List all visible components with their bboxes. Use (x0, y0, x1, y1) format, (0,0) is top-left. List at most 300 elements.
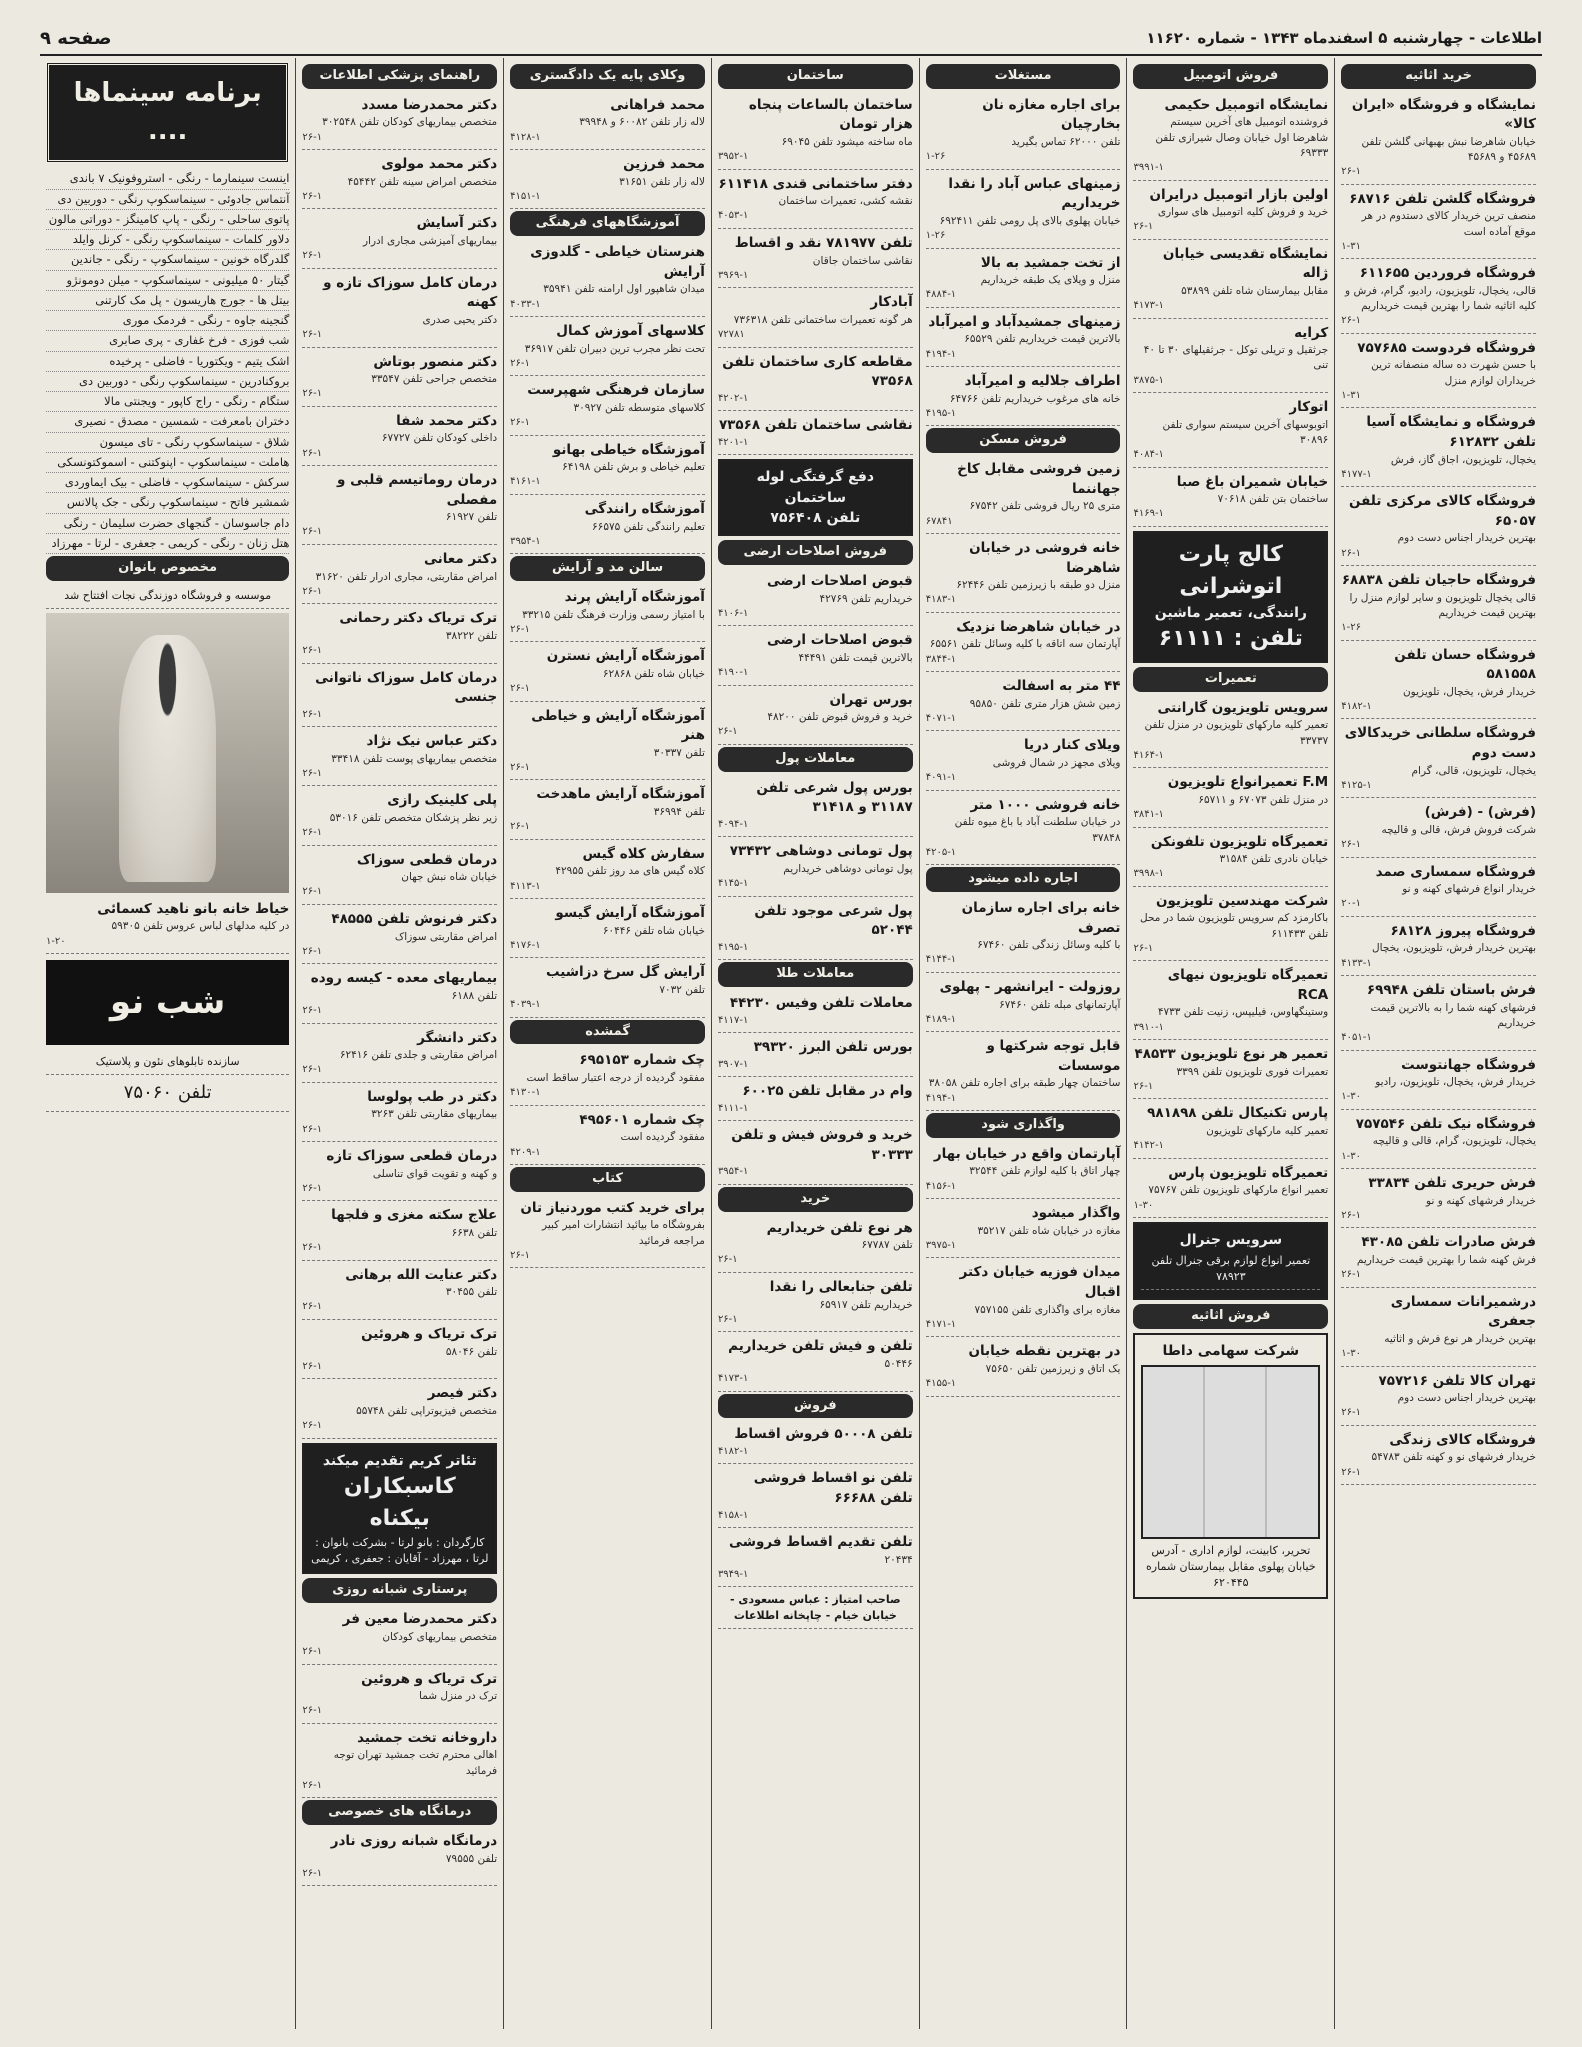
ad-body: تلفن ۵۸۰۴۶ (445, 1345, 498, 1358)
ad-ref: ۲۶-۱ (510, 1249, 530, 1261)
ad-title: فروشگاه فروردین ۶۱۱۶۵۵ (1359, 265, 1536, 282)
ad-title: آموزشگاه آرایش و خیاطی هنر (531, 707, 705, 744)
classified-ad (718, 688, 913, 745)
ad-body: خیابان شاه تلفن ۶۲۸۶۸ (602, 667, 705, 680)
ad-ref: ۲۶-۱ (302, 645, 323, 656)
ad-body: با امتیاز رسمی وزارت فرهنگ تلفن ۳۳۲۱۵ (522, 608, 705, 621)
ad-body: تلفن ۳۰۴۵۵ (445, 1286, 498, 1299)
ad-body: تعلیم خیاطی و برش تلفن ۶۴۱۹۸ (562, 461, 705, 474)
ad-ref: ۲۶-۱ (1341, 1209, 1361, 1221)
classified-ad (718, 93, 913, 170)
ad-ref: ۳۹۵۲-۱ (717, 151, 749, 163)
ad-title: آموزشگاه آرایش نسترن (546, 648, 705, 665)
ad-body: تحت نظر مجرب ترین دبیران تلفن ۳۶۹۱۷ (524, 342, 705, 355)
ad-ref: ۱-۲۶ (925, 151, 946, 163)
ad-body: مقابل بیمارستان شاه تلفن ۵۳۸۹۹ (1181, 284, 1329, 297)
ad-ref: ۳۹۵۴-۱ (717, 1166, 749, 1178)
box-title: دفع گرفتگی لوله ساختمان (756, 469, 875, 506)
ad-ref: ۲۶-۱ (1341, 1466, 1361, 1478)
classified-ad (510, 152, 705, 209)
tailoring-ad: موسسه و فروشگاه دوزندگی نجات افتتاح شد (46, 585, 289, 609)
page-number: صفحه ۹ (40, 27, 112, 49)
ad-list (1133, 696, 1328, 1218)
general-service-box (1133, 1222, 1328, 1300)
ad-ref: ۲۶-۱ (1341, 315, 1361, 327)
ad-ref: ۴۱۲۸-۱ (510, 131, 541, 143)
ad-ref: ۷۲۷۸۱ (717, 329, 745, 341)
ad-title: دفتر ساختمانی قندی ۶۱۱۴۱۸ (718, 175, 913, 192)
classified-ad (1341, 568, 1536, 641)
classified-ad (302, 907, 497, 964)
ad-body: متری ۲۵ ریال فروشی تلفن ۶۷۵۴۲ (969, 500, 1121, 513)
ad-ref: ۳۹۶۹-۱ (717, 269, 749, 281)
classified-ad (718, 1216, 913, 1273)
ad-ref: ۲۶-۱ (302, 1360, 323, 1372)
box-subtitle: رانندگی، تعمیر ماشین (1154, 604, 1307, 621)
classified-ad (926, 615, 1121, 672)
bride-figure (119, 635, 216, 881)
cinema-listing: شلاق - سینماسکوپ رنگی - تای میسون (46, 433, 289, 453)
ad-ref: ۲۶-۱ (302, 886, 323, 898)
ad-title: قابل توجه شرکتها و موسسات (986, 1038, 1121, 1074)
ad-ref: ۴۱۵۵-۱ (925, 1378, 957, 1390)
classified-ad (1341, 1290, 1536, 1367)
classified-ad (1341, 721, 1536, 798)
classified-ad (926, 674, 1121, 731)
ad-list (926, 93, 1121, 427)
ad-title: نمایشگاه و فروشگاه «ایران کالا» (1351, 96, 1536, 133)
ad-title: درمان قطعی سوزاک (356, 851, 498, 868)
classified-ad (926, 1201, 1121, 1258)
ad-title: دکتر محمد شفا (396, 412, 498, 429)
classified-ad (302, 1263, 497, 1320)
ad-body: خریدار فرشهای نو و کهنه تلفن ۵۴۷۸۳ (1371, 1451, 1536, 1464)
ad-body: جرثقیل و تریلی توکل - جرثقیلهای ۳۰ تا ۴۰ تنی (1143, 344, 1329, 372)
ad-ref: ۲۶-۱ (302, 447, 323, 459)
ad-title: فروشگاه جهانتوست (1401, 1056, 1536, 1073)
ad-ref: ۲۶-۱ (302, 250, 323, 262)
ad-ref: ۳۹۰۷-۱ (717, 1058, 749, 1070)
ad-body: بفروشگاه ما بیائید انتشارات امیر کبیر مراجعه فرمائید (542, 1219, 705, 1247)
classified-ad (302, 1607, 497, 1664)
ad-title: اطراف جلالیه و امیرآباد (964, 373, 1121, 390)
cinema-listing: هاملت - سینماسکوپ - اپنوکتنی - اسموکتونسکی (46, 453, 289, 473)
classified-ad (718, 1334, 913, 1391)
ad-title: بیماریهای معده - کیسه روده (310, 970, 498, 987)
classified-ad (1133, 1161, 1328, 1218)
ad-body: خریداریم تلفن ۴۲۷۶۹ (819, 592, 913, 605)
ad-list (46, 897, 289, 954)
ad-body: و کهنه و تقویت قوای تناسلی (372, 1167, 498, 1180)
box-subtitle: تئاتر کریم تقدیم میکند (322, 1452, 477, 1469)
ad-body: متخصص بیماریهای کودکان تلفن ۳۰۲۵۴۸ (322, 116, 498, 129)
ad-body: ماه ساخته میشود تلفن ۶۹۰۴۵ (781, 135, 913, 148)
ad-ref: ۱-۲۶ (925, 230, 946, 242)
classified-ad (302, 93, 497, 150)
classified-ad (1133, 242, 1328, 319)
column-lawyers-education (503, 58, 711, 2029)
ad-body: بهترین خریدار اجناس دست دوم (1397, 532, 1536, 545)
ad-body: در خیابان سلطنت آباد با باغ میوه تلفن ۳۷۸۴۸ (954, 816, 1121, 844)
ad-body: خیابان نادری تلفن ۳۱۵۸۴ (1219, 853, 1329, 866)
columns (40, 58, 1542, 2029)
ad-body: اتوبوسهای آخرین سیستم سواری تلفن ۳۰۸۹۶ (1162, 418, 1329, 446)
classified-ad (1133, 93, 1328, 181)
ad-body: باکارمزد کم سرویس تلویزیون شما در محل تلفن ۶۱۱۴۳۳ (1140, 912, 1329, 940)
classified-ad (510, 585, 705, 642)
ad-body: امراض مقاربتی سوزاک (394, 930, 498, 943)
ad-ref: ۴۲۰۲-۱ (717, 392, 749, 404)
ad-body: قالی، یخچال، تلویزیون، رادیو، گرام، فرش و کلیه اثاثیه شما را بهترین قیمت خریداریم (1345, 284, 1536, 313)
classified-ad (302, 1829, 497, 1886)
classified-ad (510, 319, 705, 376)
section-heading: فروش مسکن (926, 428, 1121, 453)
ad-body: ترک در منزل شما (419, 1690, 498, 1703)
ad-body: میدان شاهپور اول ارامنه تلفن ۳۵۹۴۱ (543, 283, 705, 296)
ad-title: تعمیرگاه تلویزیون تلفونکن (1150, 833, 1329, 850)
ad-list (1133, 93, 1328, 527)
section-heading: وکلای پایه یک دادگستری (510, 64, 705, 89)
classified-ad (718, 776, 913, 838)
ad-body: تلفن ۶۲۰۰۰ تماس بگیرید (1011, 135, 1121, 148)
classified-ad (718, 991, 913, 1033)
ad-title: دکتر محمدرضا معین فر (342, 1611, 498, 1628)
ad-body: نقاشی ساختمان جاقان (812, 254, 913, 267)
ad-ref: ۴۱۷۶-۱ (510, 939, 541, 951)
ad-ref: ۴۱۴۴-۱ (925, 954, 957, 966)
ad-ref: ۲۶-۱ (302, 1301, 323, 1313)
ad-ref: ۴۲۰۱-۱ (717, 436, 749, 448)
ad-title: درشمیرانات سمساری جعفری (1390, 1293, 1536, 1330)
section-heading: واگذاری شود (926, 1113, 1121, 1138)
ad-body: متخصص جراحی تلفن ۳۳۵۴۷ (371, 373, 498, 386)
ad-title: تهران کالا تلفن ۷۵۷۲۱۶ (1378, 1372, 1536, 1389)
ad-ref: ۴۱۲۵-۱ (1341, 779, 1372, 791)
ad-ref: ۲۶-۱ (302, 945, 323, 957)
ad-title: برای خرید کتب موردنیاز تان (520, 1199, 705, 1216)
ad-title: نمایشگاه تقدیسی خیابان ژاله (1162, 245, 1329, 282)
ad-body: بیماریهای آمیزشی مجاری ادرار (362, 234, 498, 247)
classified-ad (510, 378, 705, 435)
classified-ad (718, 1035, 913, 1077)
section-heading: تعمیرات (1133, 667, 1328, 692)
ad-body: تعلیم رانندگی تلفن ۶۶۵۷۵ (592, 520, 705, 533)
ad-title: ویلای کنار دریا (1023, 737, 1121, 754)
ad-ref: ۲۰-۱ (1341, 898, 1361, 910)
ad-body: داخلی کودکان تلفن ۶۷۷۲۷ (381, 432, 498, 445)
box-body: تحریر، کابینت، لوازم اداری - آدرس خیابان پهلوی مقابل بیمارستان شماره ۶۲۰۴۴۵ (1146, 1544, 1316, 1590)
classified-ad (718, 1079, 913, 1121)
cinema-listing: گلدرگاه خونین - سینماسکوپ - رنگی - جاندین (46, 250, 289, 270)
classified-ad (718, 569, 913, 626)
classified-ad (510, 1196, 705, 1269)
ad-ref: ۲۶-۱ (302, 1064, 323, 1076)
ad-title: خرید و فروش فیش و تلفن ۳۰۳۳۳ (731, 1127, 913, 1163)
ad-body: منزل دو طبقه با زیرزمین تلفن ۶۲۴۴۶ (956, 579, 1121, 592)
ad-ref: ۲۶-۱ (717, 1254, 738, 1266)
ad-title: دکتر محمدرضا مسدد (361, 96, 498, 113)
classified-ad (510, 842, 705, 899)
ad-ref: ۲۶-۱ (510, 357, 530, 369)
ad-body: بیماریهای مقاربتی تلفن ۳۲۶۳ (371, 1108, 498, 1121)
cinema-listing: بروکنادرین - سینماسکوپ رنگی - دوربین دی (46, 372, 289, 392)
cinema-listing: بیتل ها - جورج هاریسون - پل مک کارتنی (46, 291, 289, 311)
ad-list (510, 585, 705, 1018)
ad-title: تعمیر هر نوع تلویزیون ۴۸۵۳۳ (1134, 1046, 1329, 1063)
classified-ad (926, 1034, 1121, 1111)
column-cinemas (40, 58, 295, 2029)
ad-title: درمان کامل سوزاک تازه و کهنه (323, 274, 498, 311)
ad-list (302, 1607, 497, 1798)
ad-ref: ۴۱۹۵-۱ (925, 407, 957, 419)
ad-ref: ۳۹۷۵-۱ (925, 1239, 957, 1251)
ad-title: محمد فرزین (623, 156, 705, 173)
classified-ad (1341, 978, 1536, 1051)
ad-title: تلفن ۷۸۱۹۷۷ نقد و اقساط (734, 234, 913, 251)
ad-ref: ۲۶-۱ (302, 388, 323, 400)
ad-title: سرویس تلویزیون گارانتی (1157, 699, 1329, 716)
ad-body: یخچال، تلویزیون، اجاق گاز، فرش (1390, 453, 1536, 466)
ad-ref: ۴۱۰۶-۱ (717, 607, 749, 619)
box-title: شرکت سهامی داطا (1162, 1343, 1300, 1360)
ad-ref: ۴۰۸۴-۱ (1133, 449, 1164, 461)
classified-ad (926, 369, 1121, 426)
ad-body: کلاه گیس های مد روز تلفن ۴۲۹۵۵ (555, 865, 705, 878)
ad-body: ۵۰۴۴۶ (884, 1357, 913, 1370)
classified-ad (1133, 183, 1328, 240)
ad-ref: ۲۶-۱ (1341, 839, 1361, 851)
ad-ref: ۴۸۸۴-۱ (925, 289, 957, 301)
ad-ref: ۴۰۵۳-۱ (717, 210, 749, 222)
classified-ad (510, 704, 705, 781)
ad-ref: ۲۶-۱ (717, 1313, 738, 1325)
section-heading: معاملات پول (718, 747, 913, 772)
publisher-footer: صاحب امتیاز : عباس مسعودی - خیابان خیام - چاپخانه اطلاعات (718, 1589, 913, 1629)
ad-ref: ۴۰۵۱-۱ (1341, 1032, 1372, 1044)
classified-ad (718, 231, 913, 288)
ad-title: از تخت جمشید به بالا (980, 254, 1121, 271)
ad-ref: ۳۸۷۵-۱ (1133, 374, 1164, 386)
ad-body: امراض مقاربتی و جلدی تلفن ۶۲۴۱۶ (339, 1049, 498, 1062)
ad-body: وستینگهاوس، فیلیپس، زنیت تلفن ۴۷۳۳ (1157, 1006, 1329, 1019)
ad-body: متخصص بیماریهای پوست تلفن ۳۳۴۱۸ (331, 752, 498, 765)
bride-photo (46, 613, 289, 893)
classified-ad (302, 409, 497, 466)
ad-body: مغازه برای واگذاری تلفن ۷۵۷۱۵۵ (974, 1303, 1121, 1316)
classified-ad (718, 899, 913, 961)
ad-body: فرش کهنه شما را بهترین قیمت خریداریم (1356, 1254, 1536, 1267)
classified-ad (718, 1530, 913, 1587)
ad-title: تعمیرگاه تلویزیون نیهای RCA (1167, 967, 1329, 1003)
ad-body: لاله زار تلفن ۳۱۶۵۱ (619, 175, 705, 188)
classified-ad (926, 1260, 1121, 1337)
classified-ad (302, 547, 497, 604)
ad-body: مفقود گردیده است (620, 1131, 705, 1144)
box-body: تعمیر انواع لوازم برقی جنرال تلفن ۷۸۹۲۳ (1141, 1250, 1320, 1290)
ad-title: فروشگاه کالای زندگی (1389, 1431, 1536, 1448)
ad-ref: ۴۱۶۱-۱ (510, 476, 541, 488)
page-header (40, 22, 1542, 56)
column-furniture (1334, 58, 1542, 2029)
ad-ref: ۲۶-۱ (510, 683, 530, 695)
classified-ad (302, 666, 497, 728)
classified-ad (302, 1144, 497, 1201)
ad-body: تلفن ۶۶۳۸ (451, 1226, 498, 1239)
ad-body: آپارتمانهای مبله تلفن ۶۷۴۶۰ (999, 998, 1121, 1011)
classified-ad (718, 290, 913, 347)
ad-title: درمان روماتیسم قلبی و مفصلی (337, 472, 498, 508)
cinema-listing: آنتماس جادوئی - سینماسکوپ رنگی - دوربین دی (46, 190, 289, 210)
ad-body: چهار اتاق با کلیه لوازم تلفن ۳۲۵۴۴ (969, 1165, 1121, 1178)
ad-ref: ۲۶-۱ (1341, 547, 1361, 559)
ad-ref: ۴۱۶۹-۱ (1133, 508, 1164, 520)
issue-info: اطلاعات - چهارشنبه ۵ اسفندماه ۱۳۴۳ - شماره ۱۱۶۲۰ (1146, 29, 1542, 47)
classified-ad (302, 350, 497, 407)
ad-ref: ۲۶-۱ (302, 1867, 323, 1879)
ad-list (510, 1196, 705, 1269)
ad-title: در خیابان شاهرضا نزدیک (956, 618, 1121, 635)
ad-body: ویلای مجهز در شمال فروشی (992, 757, 1121, 770)
ad-ref: ۴۱۸۲-۱ (1341, 700, 1372, 712)
ad-title: وام در مقابل تلفن ۶۰۰۲۵ (742, 1083, 913, 1100)
classified-ad (1341, 261, 1536, 334)
ad-body: منزل و ویلای یک طبقه خریداریم (980, 274, 1121, 287)
cinema-listing: دختران بامعرفت - شمسین - مصدق - نصیری (46, 412, 289, 432)
classified-ad (302, 1085, 497, 1142)
ad-title: خانه فروشی ۱۰۰۰ متر (970, 796, 1121, 813)
ad-body: خیابان شاهرضا نبش بهبهانی گلشن تلفن ۴۵۶۸۹ و ۴۵۶۸۹ (1361, 135, 1536, 164)
ad-list (926, 896, 1121, 1111)
classified-ad (510, 1048, 705, 1105)
classified-ad (926, 896, 1121, 973)
ad-list (302, 1829, 497, 1886)
classified-ad (302, 788, 497, 845)
classified-ad (1133, 321, 1328, 394)
ad-ref: ۱-۳۰ (1341, 1091, 1361, 1103)
ad-ref: ۱-۳۰ (1341, 1348, 1361, 1360)
section-heading: فروش اصلاحات ارضی (718, 540, 913, 565)
ad-title: فروشگاه و نمایشگاه آسیا تلفن ۶۱۲۸۳۲ (1366, 414, 1536, 450)
section-heading: پرستاری شبانه روزی (302, 1578, 497, 1603)
ad-title: فرش باستان تلفن ۶۹۹۴۸ (1366, 982, 1536, 999)
ad-list (718, 776, 913, 961)
ad-body: خریدار فرش، یخچال، تلویزیون (1402, 685, 1536, 698)
ad-title: خیاط خانه بانو ناهید کسمائی (97, 900, 290, 917)
ad-ref: ۴۲۰۵-۱ (925, 846, 957, 858)
ad-ref: ۴۲۰۹-۱ (510, 1146, 541, 1158)
ad-title: سفارش کلاه گیس (582, 845, 705, 862)
ad-list (718, 569, 913, 745)
ad-title: دکتر فیصر (427, 1385, 498, 1402)
ad-body: متخصص فیزیوتراپی تلفن ۵۵۷۴۸ (356, 1404, 498, 1417)
ad-body: خریدار فرشهای کهنه و نو (1426, 1194, 1536, 1207)
cinema-listing: پاتوی ساحلی - رنگی - پاپ کامینگز - دوراتی مالون (46, 210, 289, 230)
ad-ref: ۳۹۴۹-۱ (717, 1568, 749, 1580)
ad-ref: ۴۱۶۴-۱ (1133, 749, 1164, 761)
classified-ad (718, 1466, 913, 1528)
classified-ad (510, 93, 705, 150)
ad-ref: ۲۶-۱ (302, 1123, 323, 1135)
classified-ad (1341, 93, 1536, 185)
ad-ref: ۴۱۷۳-۱ (1133, 300, 1164, 312)
ad-body: تلفن ۶۱۸۸ (451, 989, 498, 1002)
ad-body: خیابان پهلوی بالای پل رومی تلفن ۶۹۲۴۱۱ (939, 214, 1121, 227)
ad-title: فروشگاه حاجیان تلفن ۶۸۸۳۸ (1341, 572, 1536, 589)
ad-title: فروشگاه پیروز ۶۸۱۲۸ (1390, 922, 1536, 939)
ad-title: معاملات تلفن وفیس ۴۴۲۳۰ (729, 995, 913, 1012)
classified-ad (926, 793, 1121, 866)
ad-body: تعمیر کلیه مارکهای تلویزیون در منزل تلفن ۳۳۷۳۷ (1144, 719, 1329, 747)
classified-ad (1341, 860, 1536, 917)
ad-title: شرکت مهندسین تلویزیون (1155, 892, 1329, 909)
ad-title: اولین بازار اتومبیل درایران (1149, 186, 1329, 203)
ad-list (718, 93, 913, 455)
ad-ref: ۴۱۹۰-۱ (717, 667, 749, 679)
classified-ad (46, 897, 289, 954)
classified-ad (718, 350, 913, 412)
ad-body: در کلیه مدلهای لباس عروس تلفن ۵۹۳۰۵ (111, 920, 290, 933)
ad-body: خانه های مرغوب خریداریم تلفن ۶۴۷۶۶ (949, 392, 1121, 405)
ad-title: پول شرعی موجود تلفن ۵۲۰۴۴ (754, 902, 913, 939)
ad-body: تعمیر کلیه مارکهای تلویزیون (1206, 1125, 1329, 1138)
classified-ad (1341, 1053, 1536, 1110)
ad-title: تعمیرگاه تلویزیون پارس (1168, 1164, 1329, 1181)
ad-body: یخچال، تلویزیون، گرام، قالی و قالیچه (1372, 1135, 1536, 1148)
classified-ad (1133, 770, 1328, 827)
classified-ad (510, 960, 705, 1017)
classified-ad (1341, 800, 1536, 857)
ad-body: زمین شش هزار متری تلفن ۹۵۸۵۰ (969, 697, 1121, 710)
classified-ad (302, 271, 497, 348)
ad-title: آپارتمان واقع در خیابان بهار (933, 1145, 1121, 1162)
box-phone: تلفن : ۶۱۱۱۱ (1158, 626, 1303, 652)
section-heading: فروش (718, 1394, 913, 1419)
classified-ad (1341, 1428, 1536, 1485)
ad-title: زمین فروشی مقابل کاخ جهاننما (957, 461, 1121, 497)
classified-ad (1133, 963, 1328, 1040)
ad-title: درمانگاه شبانه روزی نادر (330, 1833, 498, 1850)
ad-title: بورس تهران (829, 691, 913, 708)
ad-title: دکتر منصور بوتاش (373, 353, 498, 370)
ad-title: زمینهای جمشیدآباد و امیرآباد (928, 313, 1121, 330)
ad-body: خرید و فروش قبوض تلفن ۴۸۲۰۰ (767, 711, 913, 724)
ad-title: ساختمان بالساعات پنجاه هزار تومان (748, 96, 913, 133)
section-heading: خرید (718, 1187, 913, 1212)
section-heading: فروش اثاثیه (1133, 1304, 1328, 1329)
ad-body: شرکت فروش فرش، قالی و قالیچه (1381, 823, 1536, 836)
classified-ad (1341, 1112, 1536, 1169)
section-heading: درمانگاه های خصوصی (302, 1800, 497, 1825)
ad-title: آموزشگاه آرایش ماهدخت (536, 786, 705, 803)
section-heading: معاملات طلا (718, 962, 913, 987)
ad-title: بورس پول شرعی تلفن ۳۱۱۸۷ و ۳۱۴۱۸ (756, 779, 913, 816)
ad-body: بالاترین قیمت تلفن ۴۴۴۹۱ (798, 651, 913, 664)
ad-ref: ۴۰۷۱-۱ (925, 712, 957, 724)
classified-ad (1133, 696, 1328, 769)
ad-title: ترک تریاک و هروئین (361, 1325, 498, 1342)
classified-ad (926, 975, 1121, 1032)
ad-ref: ۲۶-۱ (302, 585, 323, 597)
ad-ref: ۴۰۹۴-۱ (717, 818, 749, 830)
ad-ref: ۲۶-۱ (1133, 221, 1154, 233)
ad-ref: ۴۱۷۳-۱ (717, 1373, 749, 1385)
pipe-cleaning-box (718, 459, 913, 536)
cinema-program-banner: برنامه سینماها .... (46, 62, 289, 163)
ad-ref: ۴۱۱۱-۱ (717, 1102, 749, 1114)
classified-ad (926, 1339, 1121, 1396)
ad-body: تعمیرات فوری تلویزیون تلفن ۳۳۹۹ (1176, 1065, 1329, 1078)
ad-ref: ۴۱۸۳-۱ (925, 594, 957, 606)
